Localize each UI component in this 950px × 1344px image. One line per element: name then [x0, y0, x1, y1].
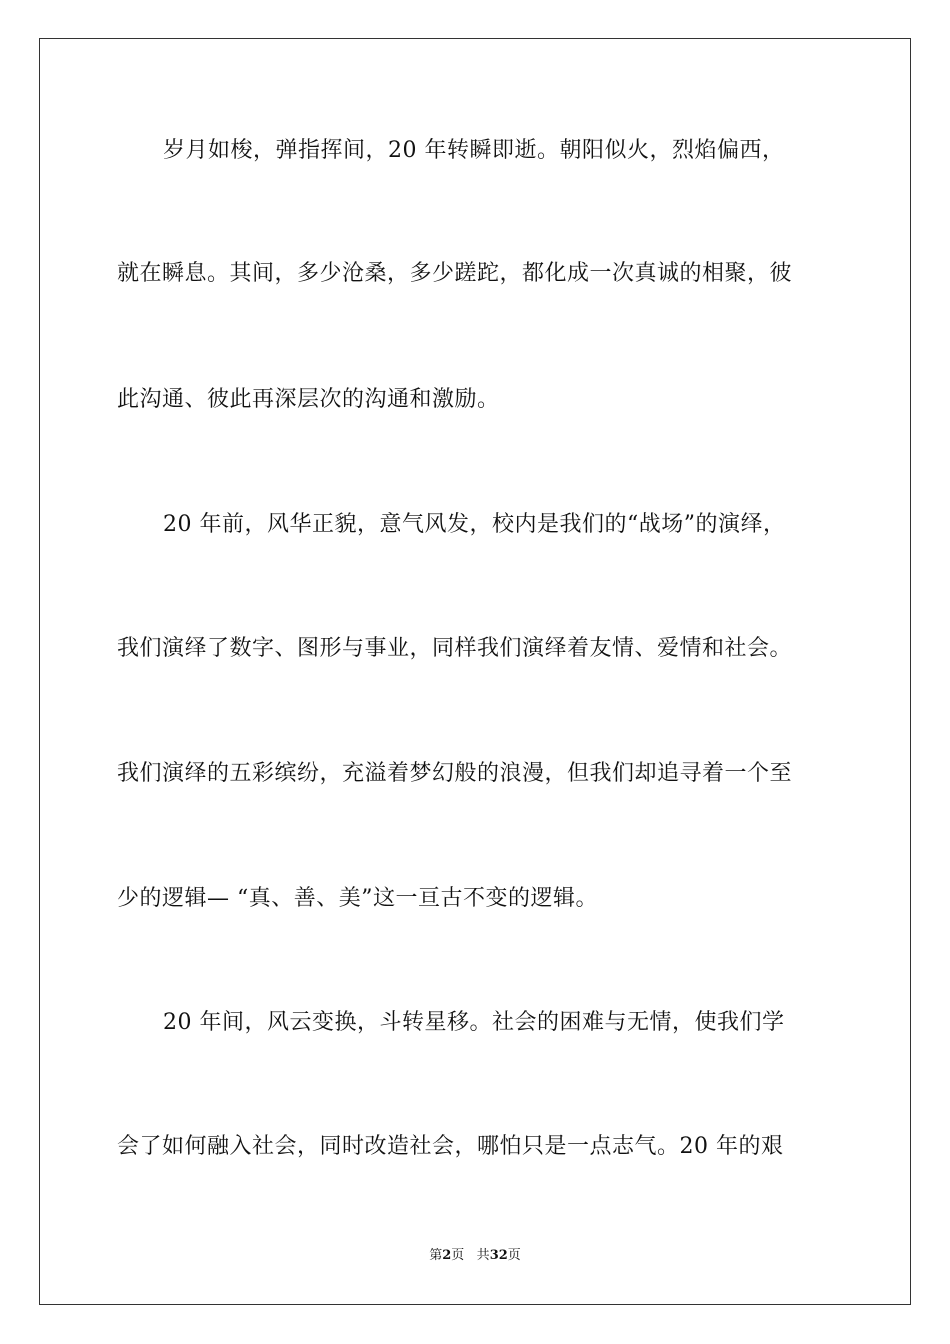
total-suffix: 页: [507, 1248, 521, 1263]
total-pages: 32: [489, 1248, 508, 1263]
text-line: 此沟通、彼此再深层次的沟通和激励。: [117, 387, 500, 412]
text-line: 就在瞬息。其间，多少沧桑，多少蹉跎，都化成一次真诚的相聚，彼: [117, 261, 793, 286]
text-line: 少的逻辑— “真、善、美”这一亘古不变的逻辑。: [117, 886, 598, 911]
text-line: 20 年间，风云变换，斗转星移。社会的困难与无情，使我们学: [163, 1010, 785, 1035]
page-suffix: 页: [451, 1248, 465, 1263]
page-number: 2: [442, 1248, 452, 1263]
text-line: 会了如何融入社会，同时改造社会，哪怕只是一点志气。20 年的艰: [117, 1134, 784, 1159]
text-line: 岁月如梭，弹指挥间，20 年转瞬即逝。朝阳似火，烈焰偏西，: [163, 138, 785, 163]
total-prefix: 共: [476, 1248, 490, 1263]
text-line: 我们演绎了数字、图形与事业，同样我们演绎着友情、爱情和社会。: [117, 636, 793, 661]
page-prefix: 第: [429, 1248, 443, 1263]
page-frame: [39, 38, 911, 1305]
text-line: 20 年前，风华正貌，意气风发，校内是我们的“战场”的演绎，: [163, 512, 786, 537]
text-line: 我们演绎的五彩缤纷，充溢着梦幻般的浪漫，但我们却追寻着一个至: [117, 761, 793, 786]
page-footer: [0, 1247, 950, 1265]
